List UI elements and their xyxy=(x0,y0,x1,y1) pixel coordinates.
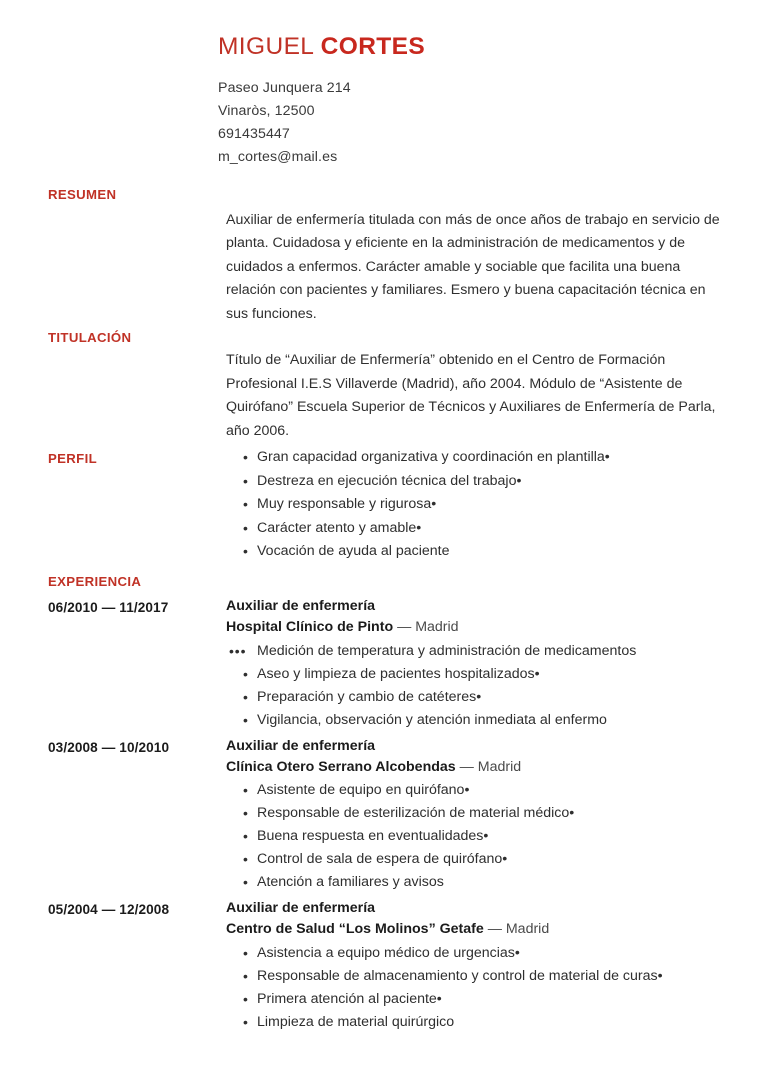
job-location: Madrid xyxy=(477,758,522,775)
job-location: Madrid xyxy=(505,921,550,938)
list-item: • Vigilancia, observación y atención inmediata al enfermo xyxy=(226,709,722,732)
job-bullet-list xyxy=(226,779,722,894)
candidate-first-name: MIGUEL xyxy=(218,33,314,60)
list-item: • Preparación y cambio de catéteres• xyxy=(226,686,722,709)
list-item: • Responsable de esterilización de material médico• xyxy=(226,802,722,825)
list-item: • Buena respuesta en eventualidades• xyxy=(226,825,722,848)
list-item: • Aseo y limpieza de pacientes hospitalizados• xyxy=(226,663,722,686)
contact-address: Paseo Junquera 214 xyxy=(218,79,351,96)
candidate-name xyxy=(218,34,768,61)
job-company xyxy=(226,757,722,779)
list-item: • Limpieza de material quirúrgico xyxy=(226,1011,722,1034)
job-title: Auxiliar de enfermería xyxy=(226,900,376,917)
job-title: Auxiliar de enfermería xyxy=(226,737,376,754)
titulacion-paragraph: Título de “Auxiliar de Enfermería” obtenido en el Centro de Formación Profesional I.E.S Villaverde (Madrid), año 2004. Módulo de “Asistente de Quirófano” Escuela Superior de Técnicos y Auxiliares de Enfermería de Parla, año 2006. xyxy=(226,352,716,439)
resumen-paragraph: Auxiliar de enfermería titulada con más de once años de trabajo en servicio de planta. Cuidadosa y eficiente en la administración de medicamentos y de cuidados a enfermos. Carácter amable y sociable que facilita una buena relación con pacientes y familiares. Esmero y buena capacitación técnica en sus funciones. xyxy=(226,211,720,322)
list-item: • • • Medición de temperatura y administración de medicamentos xyxy=(226,640,722,663)
list-item: • Responsable de almacenamiento y control de material de curas• xyxy=(226,965,722,988)
job-detail xyxy=(226,596,722,732)
list-item: • Primera atención al paciente• xyxy=(226,988,722,1011)
section-heading-perfil: PERFIL xyxy=(48,451,97,467)
section-titulacion xyxy=(0,326,768,443)
job-company-separator: — xyxy=(487,921,502,938)
contact-city-postal: Vinaròs, 12500 xyxy=(218,102,315,119)
job-dates: 05/2004 — 12/2008 xyxy=(48,902,170,918)
section-perfil xyxy=(0,443,768,564)
job-company xyxy=(226,617,722,639)
job-dates: 03/2008 — 10/2010 xyxy=(48,739,170,755)
section-body-perfil xyxy=(226,443,722,564)
job-company-name: Clínica Otero Serrano Alcobendas xyxy=(226,758,456,775)
list-item: • Asistente de equipo en quirófano• xyxy=(226,779,722,802)
contact-phone: 691435447 xyxy=(218,125,290,142)
job-company-name: Hospital Clínico de Pinto xyxy=(226,619,394,636)
section-heading-experiencia: EXPERIENCIA xyxy=(48,573,142,589)
list-item: • Vocación de ayuda al paciente xyxy=(226,540,722,564)
job-company-name: Centro de Salud “Los Molinos” Getafe xyxy=(226,921,484,938)
job-detail xyxy=(226,898,722,1034)
section-body-titulacion xyxy=(226,326,722,443)
experience-entry xyxy=(48,898,722,1034)
list-item: • Destreza en ejecución técnica del trabajo• xyxy=(226,470,722,494)
list-item: • Control de sala de espera de quirófano• xyxy=(226,848,722,871)
list-item: • Asistencia a equipo médico de urgencias• xyxy=(226,942,722,965)
contact-email: m_cortes@mail.es xyxy=(218,148,338,165)
job-title: Auxiliar de enfermería xyxy=(226,598,376,615)
list-item: • Muy responsable y rigurosa• xyxy=(226,493,722,517)
list-item: • Gran capacidad organizativa y coordinación en plantilla• xyxy=(226,446,722,470)
section-resumen xyxy=(0,188,768,327)
job-bullet-list xyxy=(226,640,722,732)
job-company-separator: — xyxy=(459,758,474,775)
section-heading-titulacion: TITULACIÓN xyxy=(48,330,132,346)
candidate-last-name: CORTES xyxy=(320,33,426,60)
section-experiencia xyxy=(0,575,768,1034)
experience-entry xyxy=(48,596,722,732)
section-body-resumen xyxy=(226,188,722,327)
resume-header xyxy=(0,0,768,169)
section-heading-resumen: RESUMEN xyxy=(48,186,117,202)
experience-entry xyxy=(48,736,722,895)
job-company xyxy=(226,919,722,941)
list-item: • Carácter atento y amable• xyxy=(226,517,722,541)
job-dates: 06/2010 — 11/2017 xyxy=(48,600,169,616)
job-company-separator: — xyxy=(397,619,412,636)
job-detail xyxy=(226,736,722,895)
perfil-bullet-list xyxy=(226,446,722,564)
job-location: Madrid xyxy=(415,619,459,636)
job-bullet-list xyxy=(226,942,722,1034)
list-item: • Atención a familiares y avisos xyxy=(226,871,722,894)
